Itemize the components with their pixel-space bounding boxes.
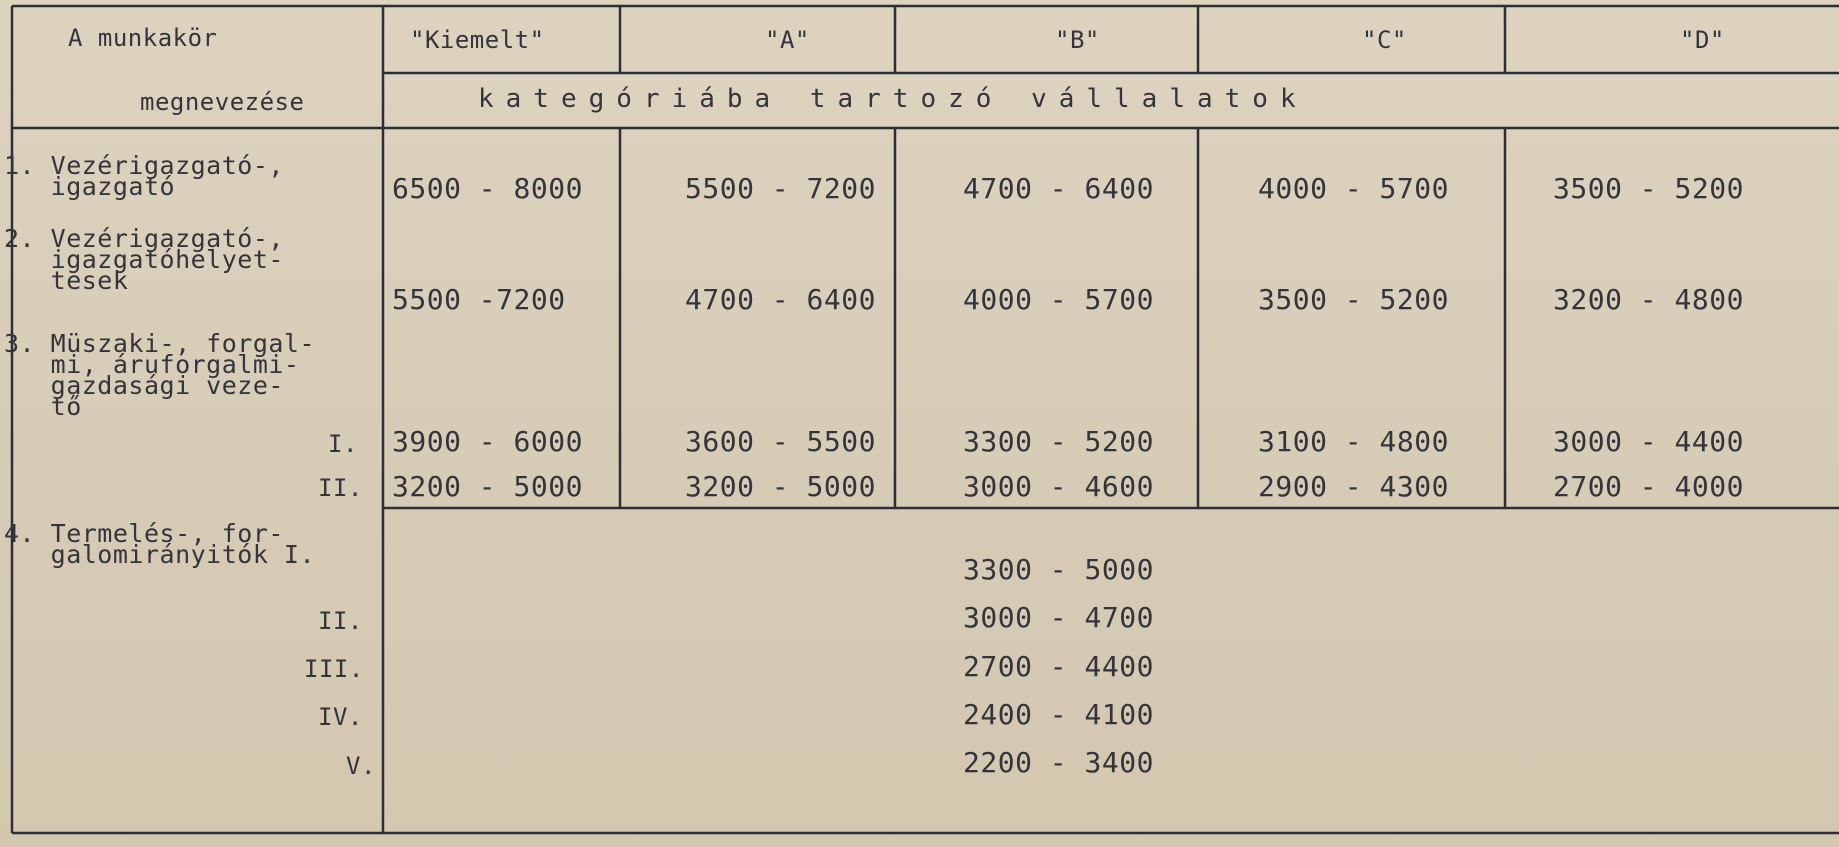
category-header-kiemelt: "Kiemelt"	[410, 26, 545, 54]
category-subheader: kategóriába tartozó vállalatok	[478, 84, 1308, 114]
row3-grade-2: II.	[318, 474, 363, 502]
row3-value-a: 3600 - 5500	[685, 425, 876, 458]
row3-value-c: 3100 - 4800	[1258, 425, 1449, 458]
category-header-a: "A"	[765, 26, 810, 54]
row1-value-c: 4000 - 5700	[1258, 172, 1449, 205]
category-header-b: "B"	[1055, 26, 1100, 54]
row1-value-kiemelt: 6500 - 8000	[392, 172, 583, 205]
row2-value-kiemelt: 5500 -7200	[392, 283, 566, 316]
row3-value-kiemelt: 3900 - 6000	[392, 425, 583, 458]
row3b-value-b: 3000 - 4600	[963, 470, 1154, 503]
category-header-d: "D"	[1680, 26, 1725, 54]
row3b-value-kiemelt: 3200 - 5000	[392, 470, 583, 503]
job-title-header-line1: A munkakör	[68, 24, 218, 52]
row3b-value-a: 3200 - 5000	[685, 470, 876, 503]
row1-value-a: 5500 - 7200	[685, 172, 876, 205]
row2-value-b: 4000 - 5700	[963, 283, 1154, 316]
row3-value-b: 3300 - 5200	[963, 425, 1154, 458]
row4-value-4: 2400 - 4100	[963, 698, 1154, 731]
category-header-c: "C"	[1362, 26, 1407, 54]
row1-value-d: 3500 - 5200	[1553, 172, 1744, 205]
row3b-value-c: 2900 - 4300	[1258, 470, 1449, 503]
row-label-1: 1. Vezérigazgató-, igazgató	[4, 151, 284, 201]
row4-grade-5: V.	[346, 752, 376, 780]
row2-value-c: 3500 - 5200	[1258, 283, 1449, 316]
row-label-2: 2. Vezérigazgató-, igazgatóhelyet- tesek	[4, 224, 284, 295]
row4-grade-3: III.	[304, 655, 364, 683]
row1-value-b: 4700 - 6400	[963, 172, 1154, 205]
row2-value-a: 4700 - 6400	[685, 283, 876, 316]
row-label-4: 4. Termelés-, for- galomirányitók I.	[4, 519, 316, 569]
row4-value-2: 3000 - 4700	[963, 601, 1154, 634]
row4-value-3: 2700 - 4400	[963, 650, 1154, 683]
row3-grade-1: I.	[328, 430, 358, 458]
row3b-value-d: 2700 - 4000	[1553, 470, 1744, 503]
row4-value-5: 2200 - 3400	[963, 746, 1154, 779]
job-title-header-line2: megnevezése	[140, 88, 305, 116]
row4-grade-2: II.	[318, 607, 363, 635]
row3-value-d: 3000 - 4400	[1553, 425, 1744, 458]
row-label-3: 3. Müszaki-, forgal- mi, áruforgalmi- gazdasági veze- tő	[4, 329, 316, 421]
row4-grade-4: IV.	[318, 703, 363, 731]
row2-value-d: 3200 - 4800	[1553, 283, 1744, 316]
row4-value-1: 3300 - 5000	[963, 553, 1154, 586]
